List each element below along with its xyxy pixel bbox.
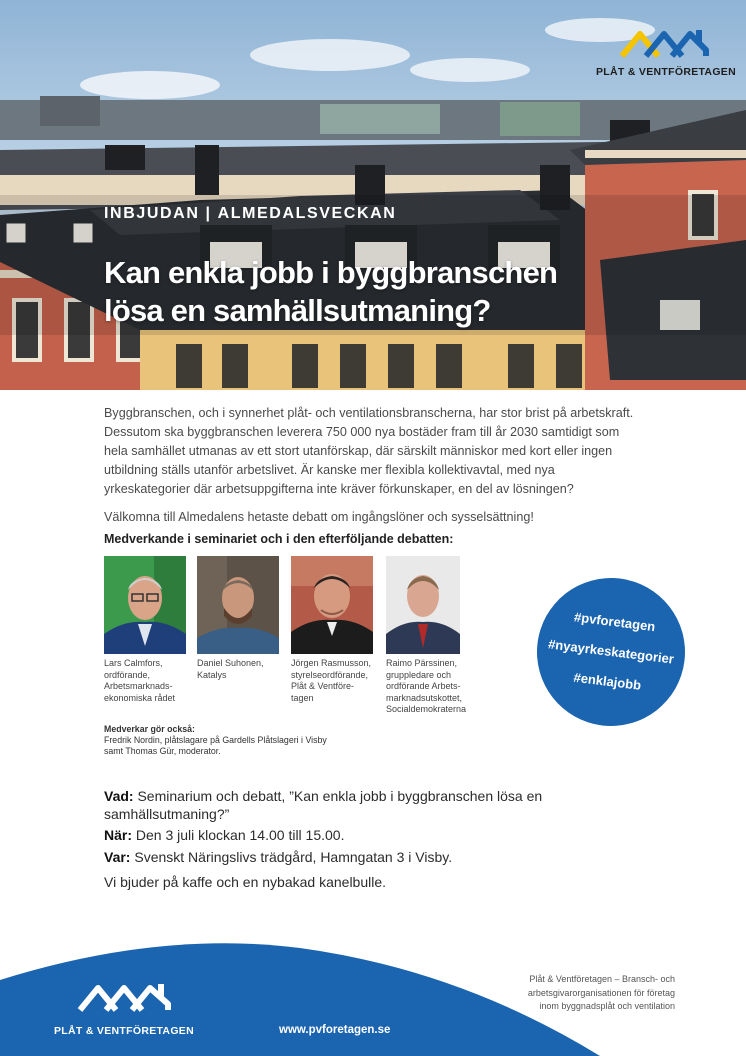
also-line-2: samt Thomas Gür, moderator. xyxy=(104,746,221,756)
speaker-caption: Raimo Pärssinen, gruppledare och ordförande Arbets- marknadsutskottet, Socialdemokraterna xyxy=(386,658,467,714)
hero-image xyxy=(0,0,746,390)
footer xyxy=(0,930,746,1056)
person-portrait-icon xyxy=(197,556,279,654)
person-portrait-icon xyxy=(291,556,373,654)
brand-name-bottom: PLÅT & VENTFÖRETAGEN xyxy=(54,1025,194,1037)
detail-where xyxy=(104,849,574,867)
speaker-card xyxy=(291,556,391,704)
page-title xyxy=(104,254,664,330)
detail-what-text: Seminarium och debatt, ”Kan enkla jobb i byggbranschen lösa en samhällsutmaning?” xyxy=(104,788,543,822)
hashtag-nyayrkeskategorier[interactable]: #nyayrkeskategorier xyxy=(547,636,675,667)
kicker-separator: | xyxy=(205,205,212,222)
headline-line-1: Kan enkla jobb i byggbranschen xyxy=(104,255,558,290)
welcome-text: Välkomna till Almedalens hetaste debatt om ingångslöner och sysselsättning! xyxy=(104,510,534,524)
rooftops-logo-icon xyxy=(76,980,172,1016)
person-portrait-icon xyxy=(386,556,460,654)
website-link[interactable]: www.pvforetagen.se xyxy=(279,1024,391,1036)
headline-line-2: lösa en samhällsutmaning? xyxy=(104,293,491,328)
speakers-heading: Medverkande i seminariet och i den efterföljande debatten: xyxy=(104,532,454,546)
speaker-caption: Daniel Suhonen, Katalys xyxy=(197,658,264,680)
speaker-photo xyxy=(386,556,460,654)
speaker-card xyxy=(386,556,486,716)
detail-where-label: Var: xyxy=(104,848,131,865)
hashtag-enklajobb[interactable]: #enklajobb xyxy=(572,669,643,693)
also-participating xyxy=(104,724,327,757)
detail-what xyxy=(104,788,574,823)
speaker-photo xyxy=(197,556,279,654)
detail-when-label: När: xyxy=(104,827,133,843)
event-details xyxy=(104,788,574,896)
speaker-caption: Jörgen Rasmusson, styrelseordförande, Plåt & Ventföre- tagen xyxy=(291,658,372,703)
intro-text xyxy=(104,404,644,527)
detail-what-label: Vad: xyxy=(104,788,134,804)
also-line-1: Fredrik Nordin, plåtslagare på Gardells Plåtslageri i Visby xyxy=(104,735,327,745)
also-heading: Medverkar gör också: xyxy=(104,724,195,734)
speaker-photo xyxy=(291,556,373,654)
person-portrait-icon xyxy=(104,556,186,654)
detail-where-text: Svenskt Näringslivs trädgård, Hamngatan 3 i Visby. xyxy=(134,848,453,865)
brand-logo-bottom[interactable] xyxy=(54,980,194,1037)
kicker xyxy=(104,205,396,223)
org-description: Plåt & Ventföretagen – Bransch- och arbetsgivarorganisationen för företag inom byggnadsplåt och ventilation xyxy=(527,974,675,1011)
detail-when xyxy=(104,827,574,845)
brand-name-top: PLÅT & VENTFÖRETAGEN xyxy=(596,66,736,78)
detail-when-text: Den 3 juli klockan 14.00 till 15.00. xyxy=(135,827,345,843)
speaker-photo xyxy=(104,556,186,654)
kicker-event: ALMEDALSVECKAN xyxy=(217,205,397,222)
rooftops-logo-icon xyxy=(618,26,710,62)
kicker-invitation: INBJUDAN xyxy=(104,205,200,222)
speaker-card xyxy=(197,556,297,681)
speaker-card xyxy=(104,556,204,704)
intro-paragraph: Byggbranschen, och i synnerhet plåt- och ventilationsbranscherna, har stor brist på arbetskraft. Dessutom ska byggbranschen leverera 750 000 nya bostäder fram till år 2030 samtidigt som hela samhället utmanas av ett stort utanförskap, där särskilt människor med kort eller ingen utbildning ställs utanför arbetslivet. Är kanske mer flexibla kollektivavtal, med nya yrkeskategorier där arbetsuppgifterna inte kräver förkunskaper, en del av lösningen? xyxy=(104,406,634,496)
detail-offer: Vi bjuder på kaffe och en nybakad kanelbulle. xyxy=(104,874,387,890)
speaker-caption: Lars Calmfors, ordförande, Arbetsmarknads- ekonomiska rådet xyxy=(104,658,176,703)
hashtag-badge xyxy=(529,570,694,735)
hashtag-pvforetagen[interactable]: #pvforetagen xyxy=(573,609,657,635)
brand-logo-top[interactable] xyxy=(596,26,736,86)
